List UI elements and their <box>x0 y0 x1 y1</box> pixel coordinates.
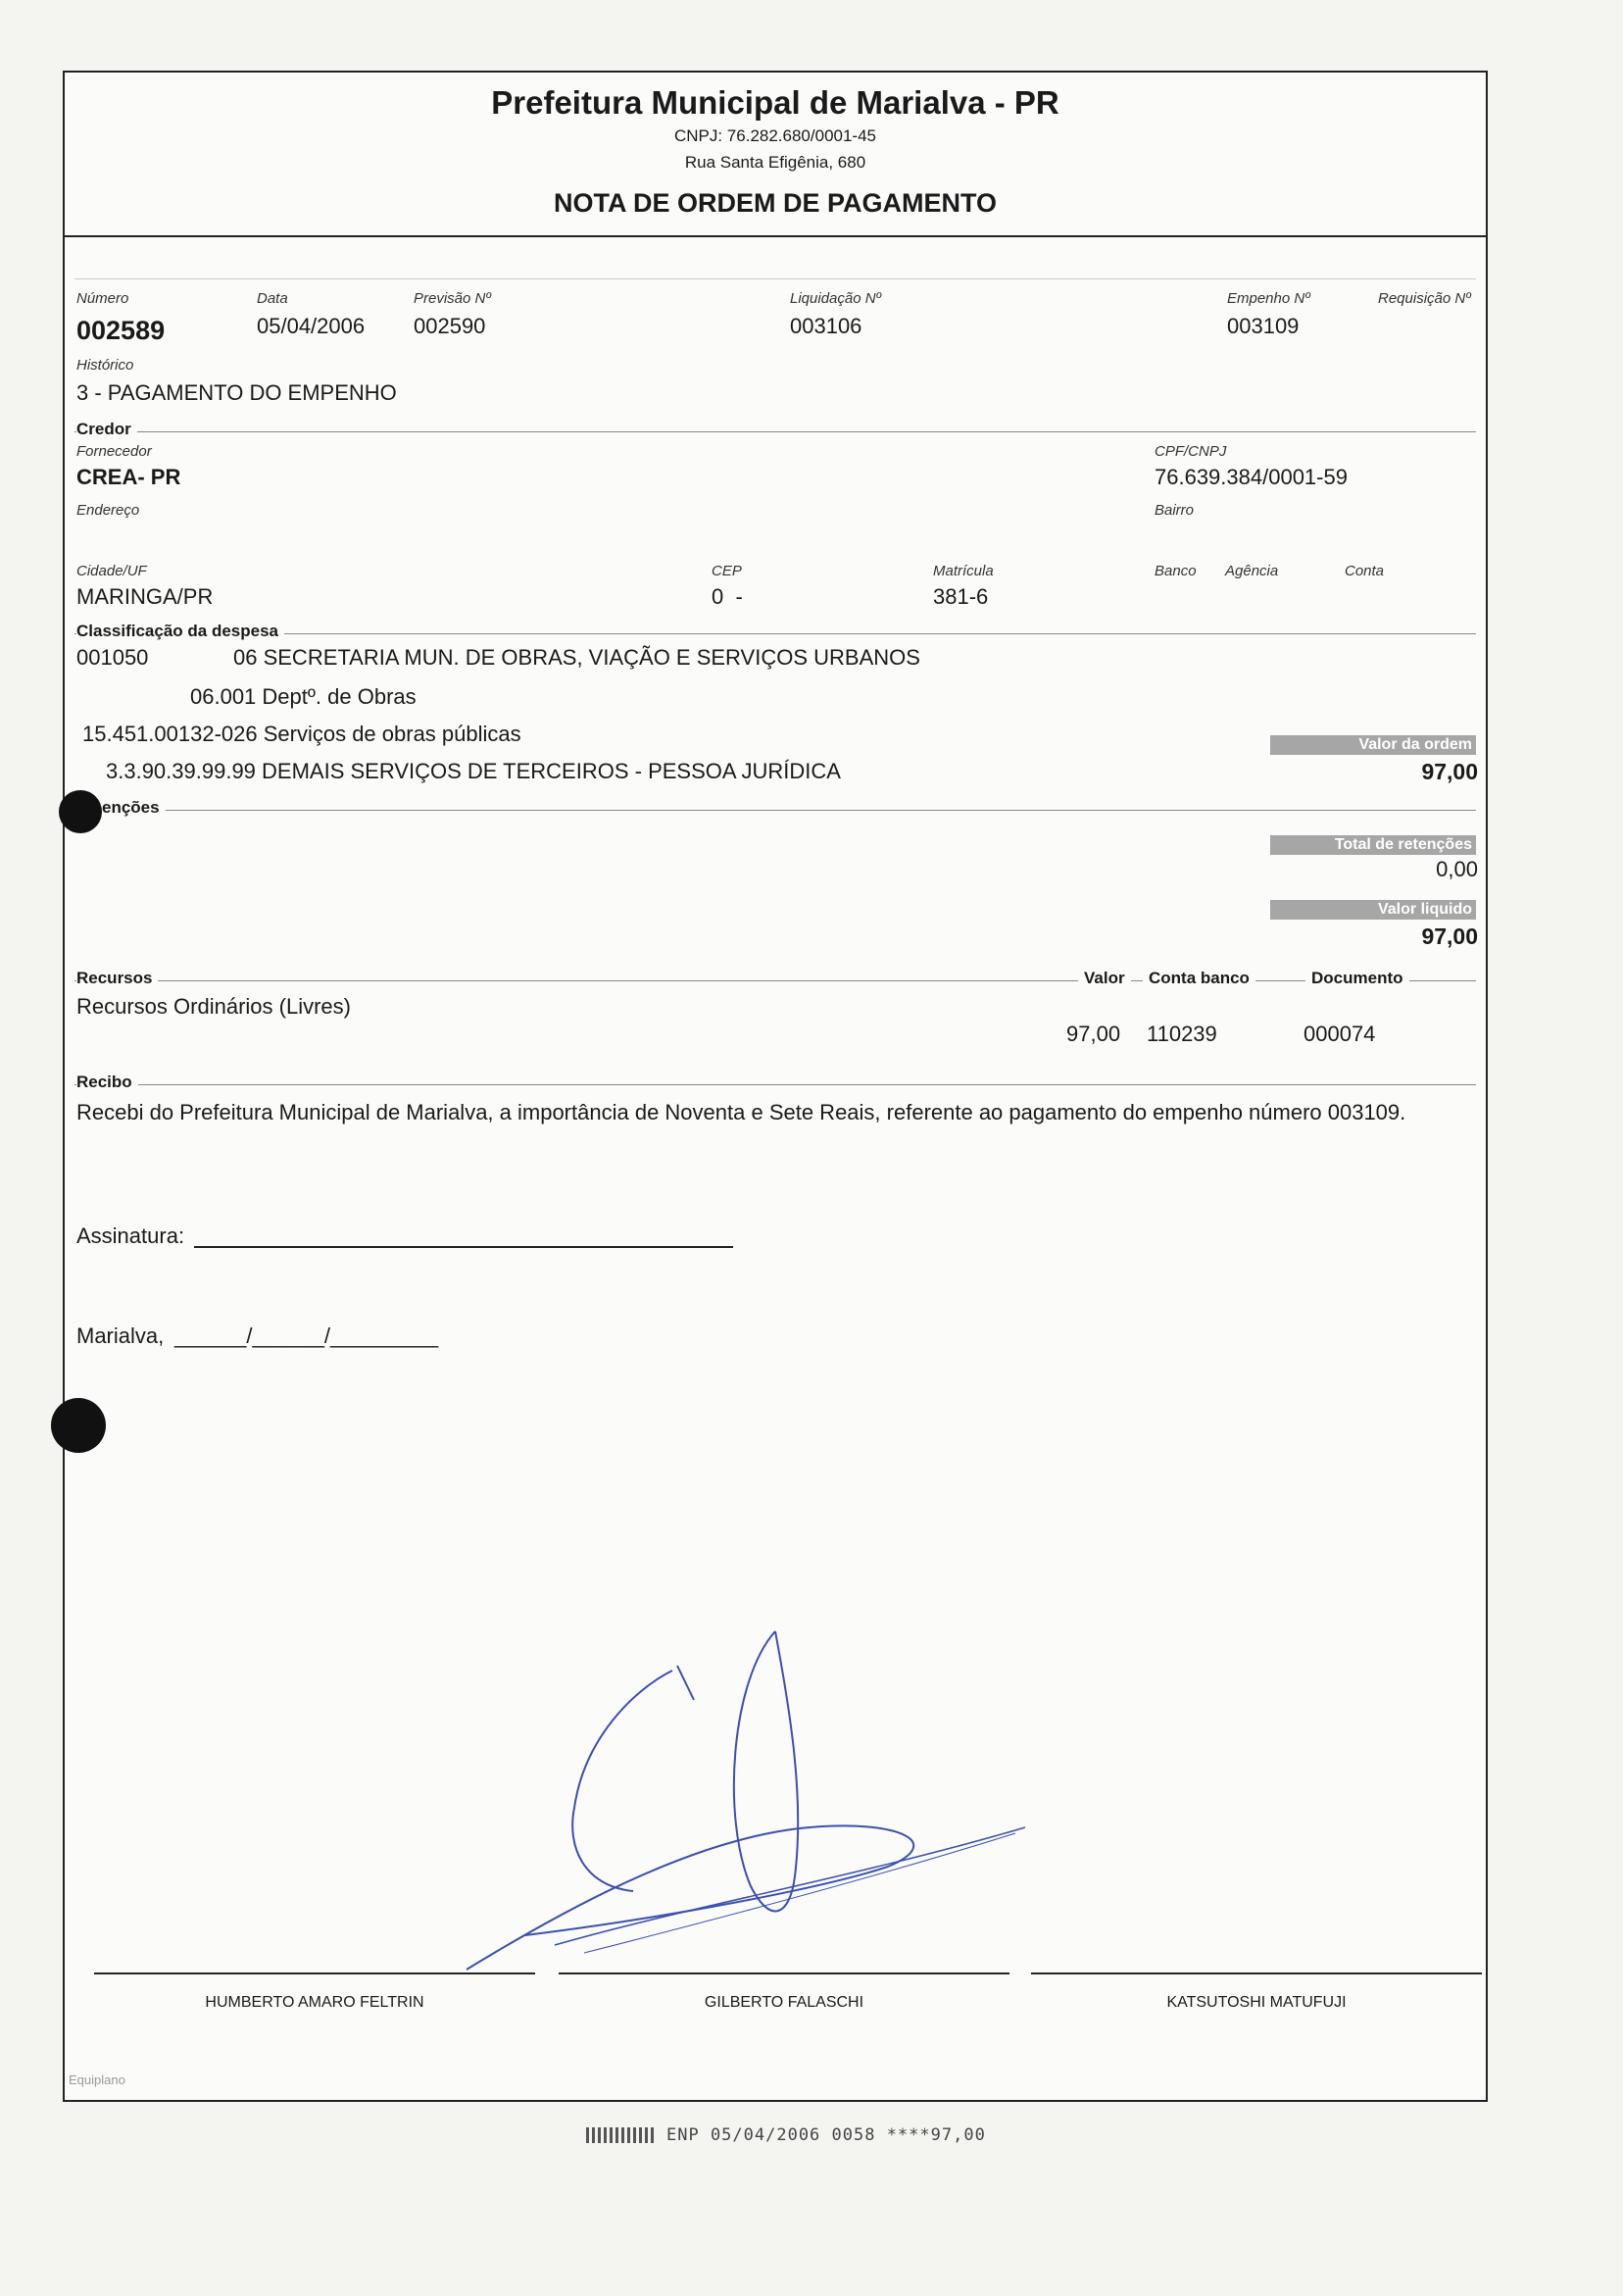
cep-label: CEP <box>712 563 742 579</box>
valor-liquido-label: Valor liquido <box>1270 900 1476 920</box>
total-retencoes-label: Total de retenções <box>1270 835 1476 855</box>
data-label: Data <box>257 290 288 307</box>
punch-hole <box>51 1398 106 1453</box>
numero-value: 002589 <box>76 316 166 345</box>
signatory-1: HUMBERTO AMARO FELTRIN <box>205 1994 424 2011</box>
handwritten-signature <box>437 1592 1064 2004</box>
cidade-value: MARINGA/PR <box>76 584 214 609</box>
classificacao-rule <box>74 633 1476 634</box>
previsao-value: 002590 <box>414 314 486 338</box>
endereco-label: Endereço <box>76 502 140 519</box>
assinatura-line <box>194 1246 733 1248</box>
software-credit: Equiplano <box>69 2072 125 2087</box>
signatory-2: GILBERTO FALASCHI <box>704 1994 864 2011</box>
stamp-text: ENP 05/04/2006 0058 ****97,00 <box>666 2125 986 2145</box>
cpf-value: 76.639.384/0001-59 <box>1155 465 1348 489</box>
top-divider <box>74 278 1476 279</box>
recibo-text: Recebi do Prefeitura Municipal de Marialva, a importância de Noventa e Sete Reais, referente ao pagamento do empenho número 003109. <box>76 1100 1406 1124</box>
recursos-documento: 000074 <box>1303 1022 1376 1046</box>
matricula-label: Matrícula <box>933 563 994 579</box>
recursos-conta: 110239 <box>1147 1022 1217 1046</box>
credor-rule <box>74 431 1476 432</box>
address-text: Rua Santa Efigênia, 680 <box>684 153 866 172</box>
bank-stamp <box>586 2125 986 2145</box>
classificacao-code: 001050 <box>76 645 149 670</box>
header-divider <box>65 235 1486 237</box>
historico-value: 3 - PAGAMENTO DO EMPENHO <box>76 380 397 405</box>
payment-order-form <box>63 71 1488 2102</box>
date-blank: ______/______/_________ <box>174 1323 439 1348</box>
municipality-title: Prefeitura Municipal de Marialva - PR <box>491 84 1059 121</box>
classificacao-line3: 15.451.00132-026 Serviços de obras públicas <box>82 722 521 746</box>
empenho-label: Empenho Nº <box>1227 290 1310 307</box>
banco-label: Banco <box>1155 563 1197 579</box>
classificacao-section: Classificação da despesa <box>76 622 284 641</box>
local-label: Marialva, <box>76 1323 165 1348</box>
classificacao-line4: 3.3.90.39.99.99 DEMAIS SERVIÇOS DE TERCEIROS - PESSOA JURÍDICA <box>106 759 841 783</box>
data-value: 05/04/2006 <box>257 314 366 338</box>
classificacao-line2: 06.001 Deptº. de Obras <box>190 684 417 709</box>
recibo-rule <box>74 1084 1476 1085</box>
barcode-icon <box>586 2127 657 2143</box>
recursos-section: Recursos <box>76 969 158 988</box>
bairro-label: Bairro <box>1155 502 1195 519</box>
cep-value: 0 - <box>712 584 743 609</box>
conta-banco-header: Conta banco <box>1143 969 1255 988</box>
punch-hole <box>59 790 102 833</box>
valor-ordem-value: 97,00 <box>1421 759 1478 784</box>
valor-header: Valor <box>1078 969 1131 988</box>
previsao-label: Previsão Nº <box>414 290 491 307</box>
conta-label: Conta <box>1345 563 1385 579</box>
cpf-label: CPF/CNPJ <box>1155 443 1227 460</box>
matricula-value: 381-6 <box>933 584 989 609</box>
valor-ordem-label: Valor da ordem <box>1270 735 1476 755</box>
liquidacao-label: Liquidação Nº <box>790 290 882 307</box>
assinatura-label: Assinatura: <box>76 1223 185 1248</box>
historico-label: Histórico <box>76 357 134 374</box>
signature-line-1 <box>94 1972 535 1974</box>
retencoes-section: enções <box>102 798 166 818</box>
fornecedor-label: Fornecedor <box>76 443 152 460</box>
recibo-section: Recibo <box>76 1073 138 1092</box>
credor-section: Credor <box>76 420 137 439</box>
cnpj-text: CNPJ: 76.282.680/0001-45 <box>673 126 877 145</box>
valor-liquido-value: 97,00 <box>1421 923 1478 949</box>
total-retencoes-value: 0,00 <box>1436 857 1478 881</box>
recursos-valor: 97,00 <box>1066 1022 1121 1046</box>
recursos-nome: Recursos Ordinários (Livres) <box>76 994 351 1019</box>
fornecedor-value: CREA- PR <box>76 465 181 489</box>
cidade-label: Cidade/UF <box>76 563 147 579</box>
empenho-value: 003109 <box>1227 314 1300 338</box>
signatory-3: KATSUTOSHI MATUFUJI <box>1166 1994 1347 2011</box>
agencia-label: Agência <box>1225 563 1279 579</box>
signature-line-3 <box>1031 1972 1482 1974</box>
document-title: NOTA DE ORDEM DE PAGAMENTO <box>553 188 997 218</box>
retencoes-rule <box>74 810 1476 811</box>
documento-header: Documento <box>1305 969 1409 988</box>
liquidacao-value: 003106 <box>790 314 862 338</box>
recursos-rule <box>74 980 1476 981</box>
signature-line-2 <box>559 1972 1009 1974</box>
requisicao-label: Requisição Nº <box>1378 290 1471 307</box>
classificacao-line1: 06 SECRETARIA MUN. DE OBRAS, VIAÇÃO E SERVIÇOS URBANOS <box>233 645 920 670</box>
numero-label: Número <box>76 290 129 307</box>
